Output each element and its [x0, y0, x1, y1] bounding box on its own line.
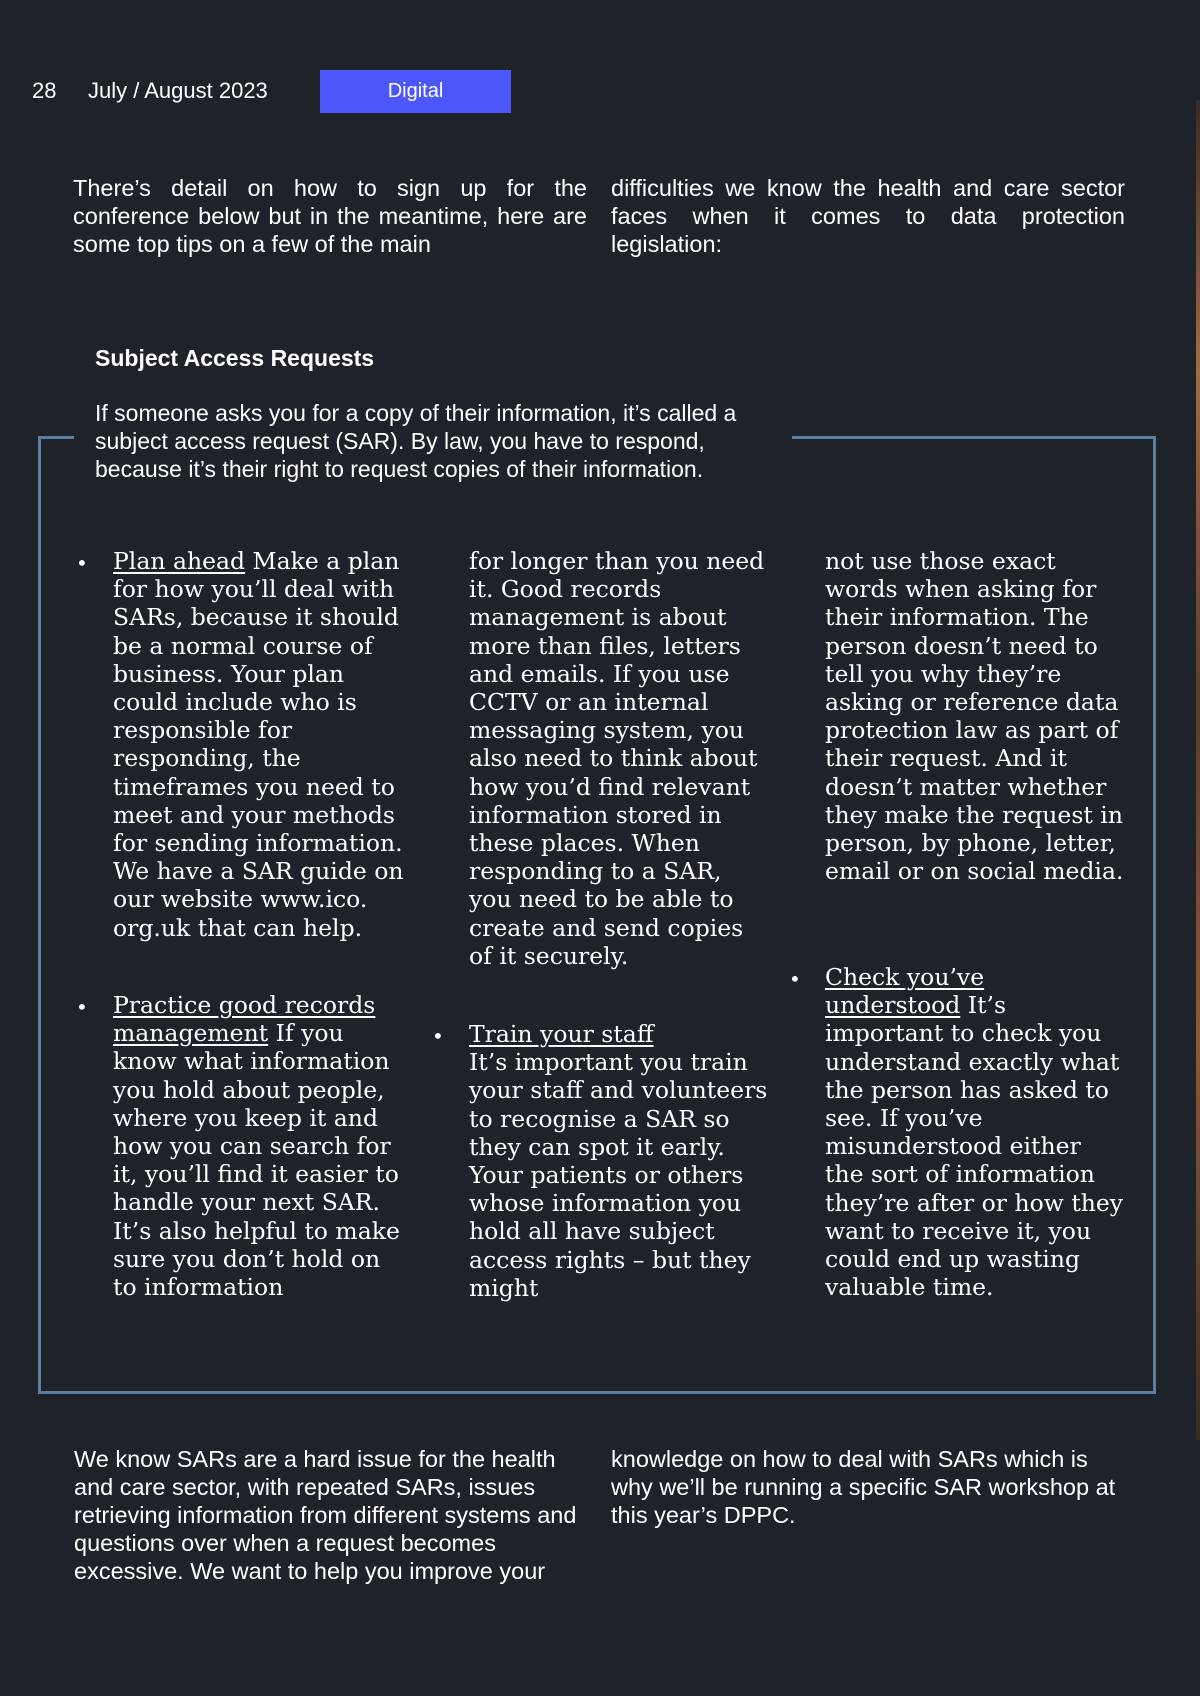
- tip-text: Make a plan for how you’ll deal with SARs, because it should be a normal course of business. Your plan could include who is responsible for responding, the timeframes you need to meet and your methods for sending information. We have a SAR guide on our website www.ico. org.uk that can help.: [113, 547, 404, 942]
- tip-text: not use those exact words when asking for their information. The person doesn’t need to tell you why they’re asking or reference data protection law as part of their request. And it doesn’t matter whether they make the request in person, by phone, letter, email or on social media.: [825, 547, 1124, 886]
- tip-title: Check you’ve understood: [825, 963, 985, 1020]
- tip-title: Plan ahead: [113, 547, 246, 575]
- tip-title: Train your staff: [469, 1020, 654, 1048]
- bullet-icon: •: [432, 1024, 444, 1048]
- tip-title: Practice good records management: [113, 991, 376, 1048]
- tip-plan-ahead: [113, 547, 413, 942]
- bullet-icon: •: [76, 551, 88, 575]
- tip-text: It’s important to check you understand exactly what the person has asked to see. If you’ve misunderstood either the sort of information they’re after or how they want to receive it, you could end up wasting valuable time.: [825, 991, 1124, 1302]
- page-number: 28: [32, 78, 57, 103]
- outro-column-2: knowledge on how to deal with SARs which is why we’ll be running a specific SAR workshop at this year’s DPPC.: [611, 1446, 1116, 1528]
- issue-date: July / August 2023: [88, 78, 268, 103]
- tip-train-staff: [469, 1020, 769, 1302]
- intro-column-1: There’s detail on how to sign up for the conference below but in the meantime, here are some top tips on a few of the main: [73, 175, 587, 257]
- tip-records-continued: [469, 547, 769, 970]
- adjacent-page-edge: [1196, 100, 1200, 1440]
- box-intro: If someone asks you for a copy of their information, it’s called a subject access request (SAR). By law, you have to respond, because it’s their right to request copies of their information.: [95, 400, 737, 482]
- bullet-icon: •: [789, 967, 801, 991]
- tip-records: [113, 991, 411, 1301]
- tip-text: If you know what information you hold about people, where you keep it and how you can search for it, you’ll find it easier to handle your next SAR. It’s also helpful to make sure you don’t hold on to information: [113, 1019, 400, 1302]
- tip-train-staff-continued: [825, 547, 1125, 885]
- bullet-icon: •: [76, 995, 88, 1019]
- tip-check-understood: [825, 963, 1125, 1301]
- box-title: Subject Access Requests: [95, 345, 375, 371]
- intro-column-2: difficulties we know the health and care sector faces when it comes to data protection legislation:: [611, 175, 1125, 257]
- outro-column-1: We know SARs are a hard issue for the health and care sector, with repeated SARs, issues retrieving information from different systems and questions over when a request becomes excessive. We want to help you improve your: [74, 1446, 577, 1584]
- tip-text: It’s important you train your staff and volunteers to recognise a SAR so they can spot it early. Your patients or others whose information you hold all have subject access rights – but they might: [469, 1048, 768, 1302]
- section-tag: Digital: [320, 70, 511, 113]
- tip-text: for longer than you need it. Good records management is about more than files, letters and emails. If you use CCTV or an internal messaging system, you also need to think about how you’d find relevant information stored in these places. When responding to a SAR, you need to be able to create and send copies of it securely.: [469, 547, 765, 970]
